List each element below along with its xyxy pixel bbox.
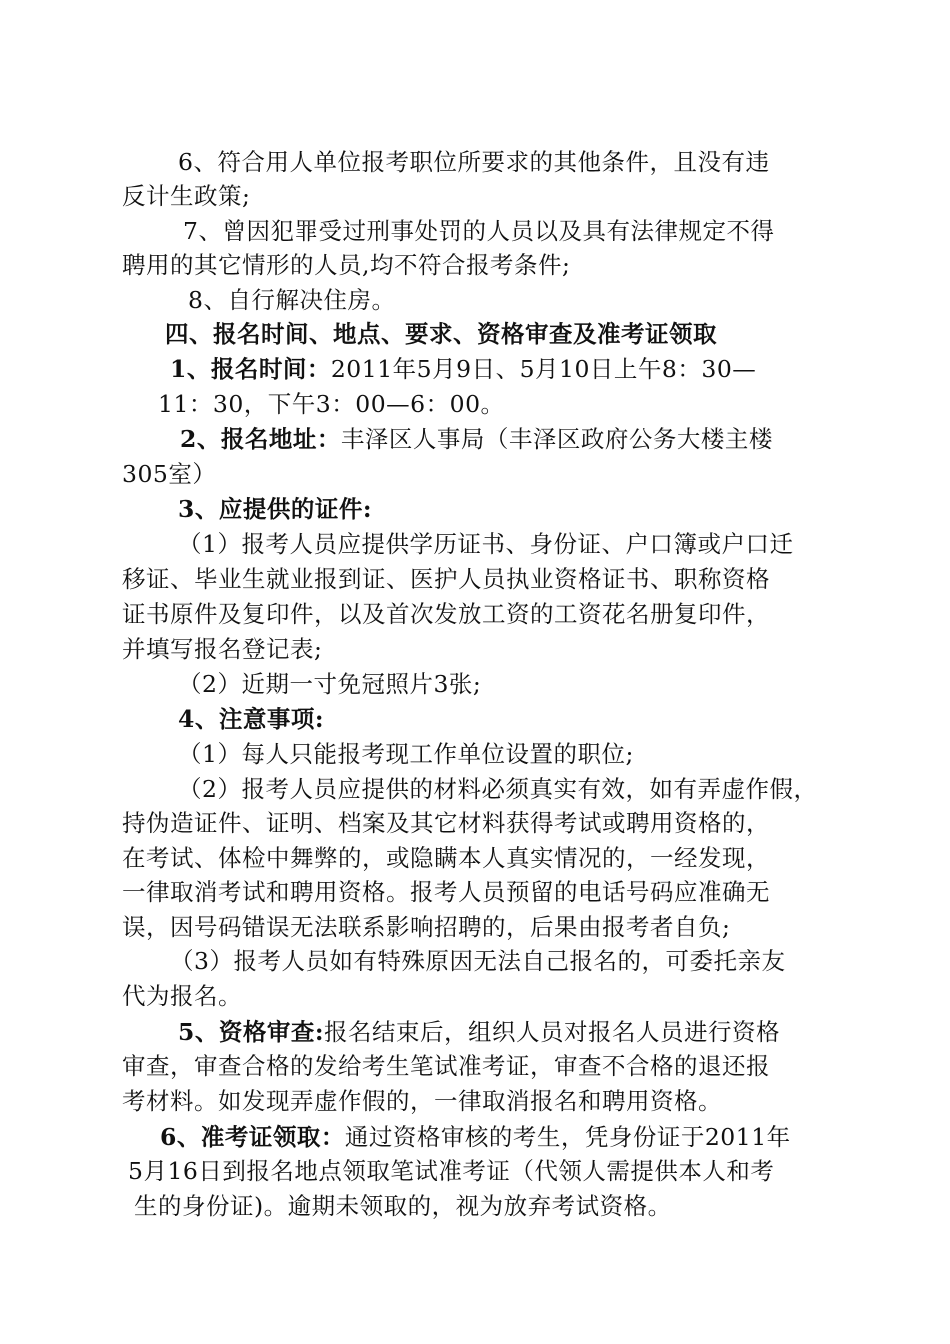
text-line: 反计生政策;	[122, 182, 251, 210]
text-line	[170, 353, 756, 385]
text-line: 在考试、体检中舞弊的，或隐瞒本人真实情况的，一经发现，	[122, 844, 770, 872]
text-line	[180, 423, 773, 455]
text-line: 8、自行解决住房。	[188, 286, 396, 314]
text-line: 误，因号码错误无法联系影响招聘的，后果由报考者自负;	[122, 913, 731, 941]
item-text: 2011年5月9日、5月10日上午8：30—	[330, 355, 757, 383]
item-label: 3、应提供的证件:	[178, 495, 373, 523]
text-line: （2）近期一寸免冠照片3张;	[178, 670, 482, 698]
item-text: 报名结束后，组织人员对报名人员进行资格	[324, 1018, 781, 1046]
text-line: （2）报考人员应提供的材料必须真实有效，如有弄虚作假，	[178, 775, 818, 803]
item-label: 5、资格审查:	[178, 1018, 325, 1046]
text-line: 7、曾因犯罪受过刑事处罚的人员以及具有法律规定不得	[183, 217, 775, 245]
text-line: （3）报考人员如有特殊原因无法自己报名的，可委托亲友	[170, 947, 786, 975]
text-line: 一律取消考试和聘用资格。报考人员预留的电话号码应准确无	[122, 878, 770, 906]
item-label: 4、注意事项:	[178, 705, 325, 733]
text-line: 11：30，下午3：00—6：00。	[158, 390, 505, 418]
item-label: 6、准考证领取：	[160, 1123, 345, 1151]
item-text: 通过资格审核的考生，凭身份证于2011年	[344, 1123, 791, 1151]
text-line: 生的身份证)。逾期未领取的，视为放弃考试资格。	[134, 1192, 672, 1220]
text-line: （1）每人只能报考现工作单位设置的职位;	[178, 740, 634, 768]
text-line: 证书原件及复印件，以及首次发放工资的工资花名册复印件，	[122, 600, 770, 628]
text-line	[178, 1016, 780, 1048]
text-line: 5月16日到报名地点领取笔试准考证（代领人需提供本人和考	[128, 1157, 775, 1185]
item-label: 2、报名地址：	[180, 425, 341, 453]
text-line: 聘用的其它情形的人员,均不符合报考条件;	[122, 251, 571, 279]
text-line: （1）报考人员应提供学历证书、身份证、户口簿或户口迁	[178, 530, 794, 558]
text-line: 并填写报名登记表;	[122, 635, 323, 663]
text-line: 代为报名。	[122, 982, 242, 1010]
text-line: 305室）	[122, 460, 217, 488]
text-line: 考材料。如发现弄虚作假的，一律取消报名和聘用资格。	[122, 1087, 722, 1115]
text-line	[160, 1121, 791, 1153]
item-label: 1、报名时间：	[170, 355, 331, 383]
text-line: 移证、毕业生就业报到证、医护人员执业资格证书、职称资格	[122, 565, 770, 593]
section-heading: 四、报名时间、地点、要求、资格审查及准考证领取	[165, 320, 717, 348]
item-text: 丰泽区人事局（丰泽区政府公务大楼主楼	[340, 425, 773, 453]
text-line: 6、符合用人单位报考职位所要求的其他条件，且没有违	[178, 148, 770, 176]
text-line: 持伪造证件、证明、档案及其它材料获得考试或聘用资格的，	[122, 809, 770, 837]
text-line: 审查，审查合格的发给考生笔试准考证，审查不合格的退还报	[122, 1052, 770, 1080]
